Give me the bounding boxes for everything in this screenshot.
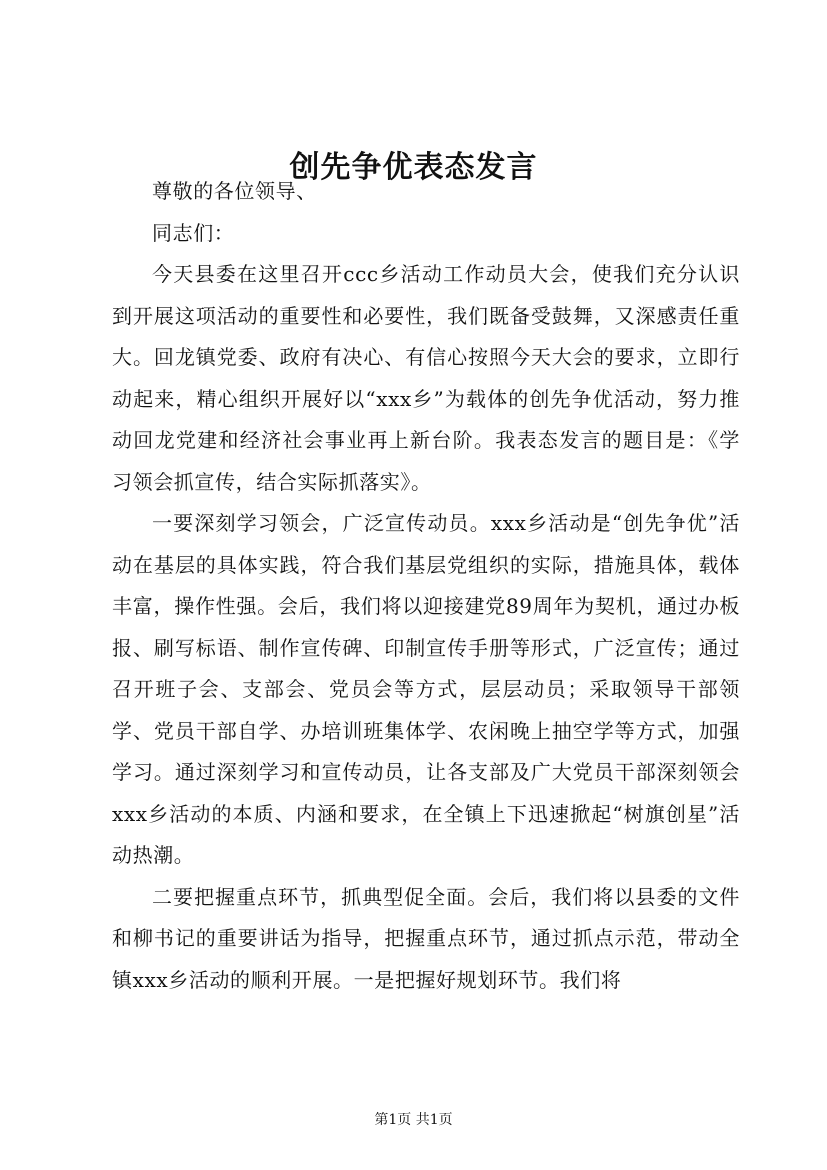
body-paragraph: 一要深刻学习领会，广泛宣传动员。xxx乡活动是“创先争优”活动在基层的具体实践，符合我们基层党组织的实际，措施具体，载体丰富，操作性强。会后，我们将以迎接建党89周年为契机，通过办板报、刷写标语、制作宣传碑、印制宣传手册等形式，广泛宣传；通过召开班子会、支部会、党员会等方式，层层动员；采取领导干部领学、党员干部自学、办培训班集体学、农闲晚上抽空学等方式，加强学习。通过深刻学习和宣传动员，让各支部及广大党员干部深刻领会xxx乡活动的本质、内涵和要求，在全镇上下迅速掀起“树旗创星”活动热潮。 [112, 511, 740, 867]
salutation-line: 尊敬的各位领导、 [152, 179, 317, 203]
document-title: 创先争优表态发言 [289, 150, 538, 185]
salutation-line: 同志们： [152, 220, 235, 245]
body-paragraph: 二要把握重点环节，抓典型促全面。会后，我们将以县委的文件和柳书记的重要讲话为指导，把握重点环节，通过抓点示范，带动全镇xxx乡活动的顺利开展。一是把握好规划环节。我们将 [112, 884, 740, 992]
page-footer: 第1页 共1页 [374, 1112, 453, 1128]
body-paragraph: 今天县委在这里召开ccc乡活动工作动员大会，使我们充分认识到开展这项活动的重要性和必要性，我们既备受鼓舞，又深感责任重大。回龙镇党委、政府有决心、有信心按照今天大会的要求，立即行动起来，精心组织开展好以“xxx乡”为载体的创先争优活动，努力推动回龙党建和经济社会事业再上新台阶。我表态发言的题目是：《学习领会抓宣传，结合实际抓落实》。 [112, 262, 740, 494]
document-body [112, 171, 740, 1001]
